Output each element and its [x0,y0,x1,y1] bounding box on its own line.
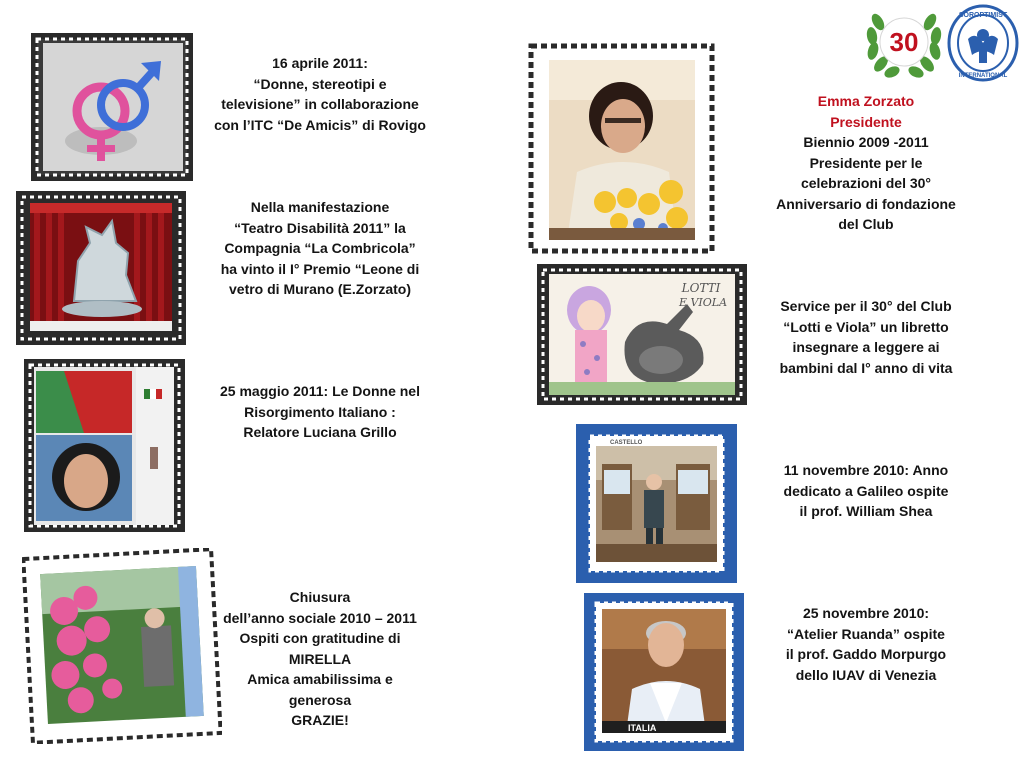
caption-line: ha vinto il I° Premio “Leone di [220,260,420,277]
caption-line: il prof. William Shea [799,503,933,519]
soroptimist-top-text: SOROPTIMIST [958,12,1008,19]
lotti-title-2: E VIOLA [678,296,728,309]
caption-line: Nella manifestazione [250,199,390,215]
caption-line: Chiusura [289,589,351,605]
soroptimist-bottom-text: INTERNATIONAL [958,73,1008,79]
caption-risorgimento [205,381,435,443]
anniversary-number: 30 [889,27,919,57]
caption-line: 25 novembre 2010: [802,605,930,621]
stamp-galileo-museum [576,424,737,583]
caption-line: Ospiti con gratitudine di [239,630,401,646]
caption-line: celebrazioni del 30° [800,175,932,191]
caption-atelier-ruanda [766,603,966,685]
caption-donne-stereotipi [205,53,435,135]
anniversary-laurel-logo [864,4,944,80]
caption-line: Relatore Luciana Grillo [243,424,397,440]
caption-line: “Teatro Disabilità 2011” la [234,219,406,236]
caption-line: dello IUAV di Venezia [795,666,937,683]
caption-line: GRAZIE! [291,712,349,728]
stamp-gender-symbols [31,33,193,181]
caption-line: generosa [288,691,352,708]
caption-line: Service per il 30° del Club [780,298,952,314]
caption-line: “Atelier Ruanda” ospite [787,625,945,642]
caption-line: 16 aprile 2011: [272,55,368,71]
caption-galileo [766,460,966,522]
caption-line: televisione” in collaborazione [221,96,419,112]
caption-line: Compagnia “La Combricola” [224,240,416,256]
caption-line: vetro di Murano (E.Zorzato) [229,281,411,297]
caption-line: “Donne, stereotipi e [253,75,387,92]
president-role: Presidente [830,113,902,130]
caption-line: Amica amabilissima e [247,671,393,687]
castello-text: CASTELLO [610,440,643,446]
caption-line: il prof. Gaddo Morpurgo [785,646,947,662]
caption-line: insegnare a leggere ai [792,339,940,355]
stamp-flowers-mirella [22,548,222,744]
italia-text: ITALIA [628,723,657,733]
caption-teatro-disabilita [205,197,435,300]
stamp-risorgimento [24,359,185,532]
lotti-title-1: LOTTI [681,281,721,295]
caption-line: “Lotti e Viola” un libretto [783,318,949,335]
caption-line: dell’anno sociale 2010 – 2011 [223,609,417,626]
soroptimist-logo [946,3,1020,83]
president-name: Emma Zorzato [817,93,915,109]
caption-president [766,91,966,235]
stamp-president-portrait [527,42,716,255]
stamp-lotti-e-viola [537,264,747,405]
caption-line: Risorgimento Italiano : [244,403,396,420]
caption-line: bambini dal I° anno di vita [779,359,953,376]
caption-line: Presidente per le [809,154,923,171]
caption-line: 11 novembre 2010: Anno [783,462,949,478]
caption-line: Biennio 2009 -2011 [803,134,929,150]
caption-line: Anniversario di fondazione [776,195,956,212]
caption-line: del Club [838,216,894,232]
caption-line: 25 maggio 2011: Le Donne nel [220,383,420,399]
caption-line: MIRELLA [288,650,352,667]
caption-lotti-viola [766,296,966,378]
caption-line: dedicato a Galileo ospite [783,482,949,499]
caption-line: con l’ITC “De Amicis” di Rovigo [214,116,426,133]
caption-chiusura [205,587,435,731]
stamp-glass-lion [16,191,186,345]
stamp-atelier-ruanda [584,593,744,751]
